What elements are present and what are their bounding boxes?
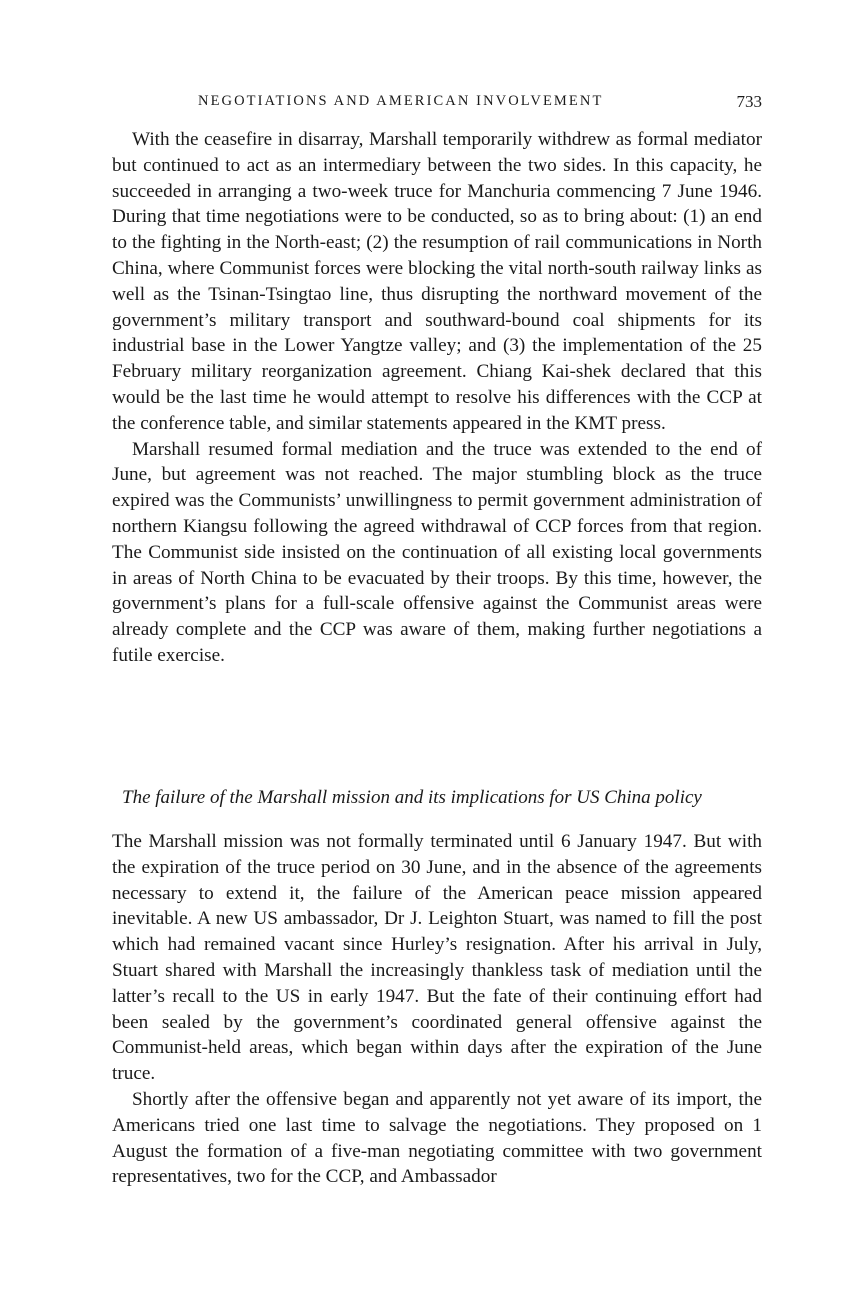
running-title: NEGOTIATIONS AND AMERICAN INVOLVEMENT (198, 93, 604, 109)
page-number: 733 (736, 92, 762, 111)
paragraph-mediation-resumed: Marshall resumed formal mediation and the truce was extended to the end of June, but agreement was not reached. The major stumbling block as the truce expired was the Communists’ unwillingness to permit government administration of northern Kiangsu following the agreed withdrawal of CCP forces from that region. The Communist side insisted on the continuation of all existing local governments in areas of North China to be evacuated by their troops. By this time, however, the government’s plans for a full-scale offensive against the Communist areas were already complete and the CCP was aware of them, making further negotiations a futile exercise. (112, 438, 762, 666)
body-text-section-1 (112, 127, 762, 669)
running-head (112, 93, 762, 113)
section-heading: The failure of the Marshall mission and its implications for US China policy (122, 787, 702, 808)
body-text-section-2 (112, 829, 762, 1190)
paragraph-mission-termination: The Marshall mission was not formally terminated until 6 January 1947. But with the expiration of the truce period on 30 June, and in the absence of the agreements necessary to extend it, the failure of the American peace mission appeared inevitable. A new US ambassador, Dr J. Leighton Stuart, was named to fill the post which had remained vacant since Hurley’s resignation. After his arrival in July, Stuart shared with Marshall the increasingly thankless task of mediation until the latter’s recall to the US in early 1947. But the fate of their continuing effort had been sealed by the government’s coordinated general offensive against the Communist-held areas, which began within days after the expiration of the June truce. (112, 831, 762, 1085)
paragraph-ceasefire: With the ceasefire in disarray, Marshall temporarily withdrew as formal mediator but continued to act as an intermediary between the two sides. In this capacity, he succeeded in arranging a two-week truce for Manchuria commencing 7 June 1946. During that time negotiations were to be conducted, so as to bring about: (1) an end to the fighting in the North-east; (2) the resumption of rail communications in North China, where Communist forces were blocking the vital north-south railway links as well as the Tsinan-Tsingtao line, thus disrupting the northward movement of the government’s military transport and southward-bound coal shipments for its industrial base in the Lower Yangtze valley; and (3) the implementation of the 25 February military reorganization agreement. Chiang Kai-shek declared that this would be the last time he would attempt to resolve his differences with the CCP at the conference table, and similar statements appeared in the KMT press. (112, 129, 762, 434)
paragraph-last-attempt: Shortly after the offensive began and apparently not yet aware of its import, the Americans tried one last time to salvage the negotiations. They proposed on 1 August the formation of a five-man negotiating committee with two government representatives, two for the CCP, and Ambassador (112, 1088, 762, 1188)
